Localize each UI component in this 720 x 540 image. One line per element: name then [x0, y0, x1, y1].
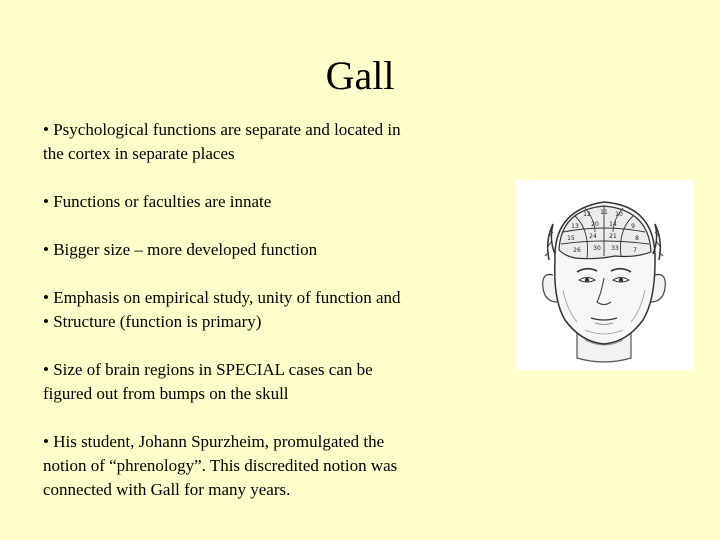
- bullet-item-1: [43, 118, 493, 166]
- bullet-item-6: [43, 430, 493, 502]
- svg-text:20: 20: [591, 221, 599, 228]
- bullet-line: • Size of brain regions in SPECIAL cases can be: [43, 360, 373, 379]
- bullet-item-4: [43, 286, 493, 334]
- slide-title-text: Gall: [325, 53, 395, 98]
- bullet-line: • Psychological functions are separate and located in: [43, 120, 401, 139]
- bullet-item-2: [43, 190, 493, 214]
- svg-text:12: 12: [583, 211, 591, 218]
- bullet-line: • Structure (function is primary): [43, 312, 262, 331]
- bullet-item-5: [43, 358, 493, 406]
- svg-text:10: 10: [615, 211, 623, 218]
- svg-text:8: 8: [635, 235, 639, 242]
- bullet-line: • His student, Johann Spurzheim, promulgated the: [43, 432, 385, 451]
- svg-text:14: 14: [609, 221, 617, 228]
- bullet-line: the cortex in separate places: [43, 144, 235, 163]
- svg-text:15: 15: [567, 235, 575, 242]
- bullet-line: • Emphasis on empirical study, unity of function and: [43, 288, 401, 307]
- bullet-item-3: [43, 238, 493, 262]
- phrenology-head-illustration-icon: [515, 180, 693, 370]
- slide-title: [0, 52, 720, 100]
- svg-text:9: 9: [631, 223, 635, 230]
- phrenology-head-image: [515, 180, 693, 370]
- bullet-line: • Functions or faculties are innate: [43, 192, 272, 211]
- bullet-list: [43, 118, 493, 502]
- bullet-line: figured out from bumps on the skull: [43, 384, 289, 403]
- svg-text:26: 26: [573, 247, 581, 254]
- svg-text:24: 24: [589, 233, 597, 240]
- svg-text:33: 33: [611, 245, 619, 252]
- bullet-line: connected with Gall for many years.: [43, 480, 291, 499]
- svg-text:7: 7: [633, 247, 637, 254]
- svg-text:13: 13: [571, 223, 579, 230]
- bullet-line: notion of “phrenology”. This discredited notion was: [43, 456, 398, 475]
- bullet-line: • Bigger size – more developed function: [43, 240, 318, 259]
- svg-text:30: 30: [593, 245, 601, 252]
- svg-text:11: 11: [600, 209, 608, 216]
- svg-text:21: 21: [609, 233, 617, 240]
